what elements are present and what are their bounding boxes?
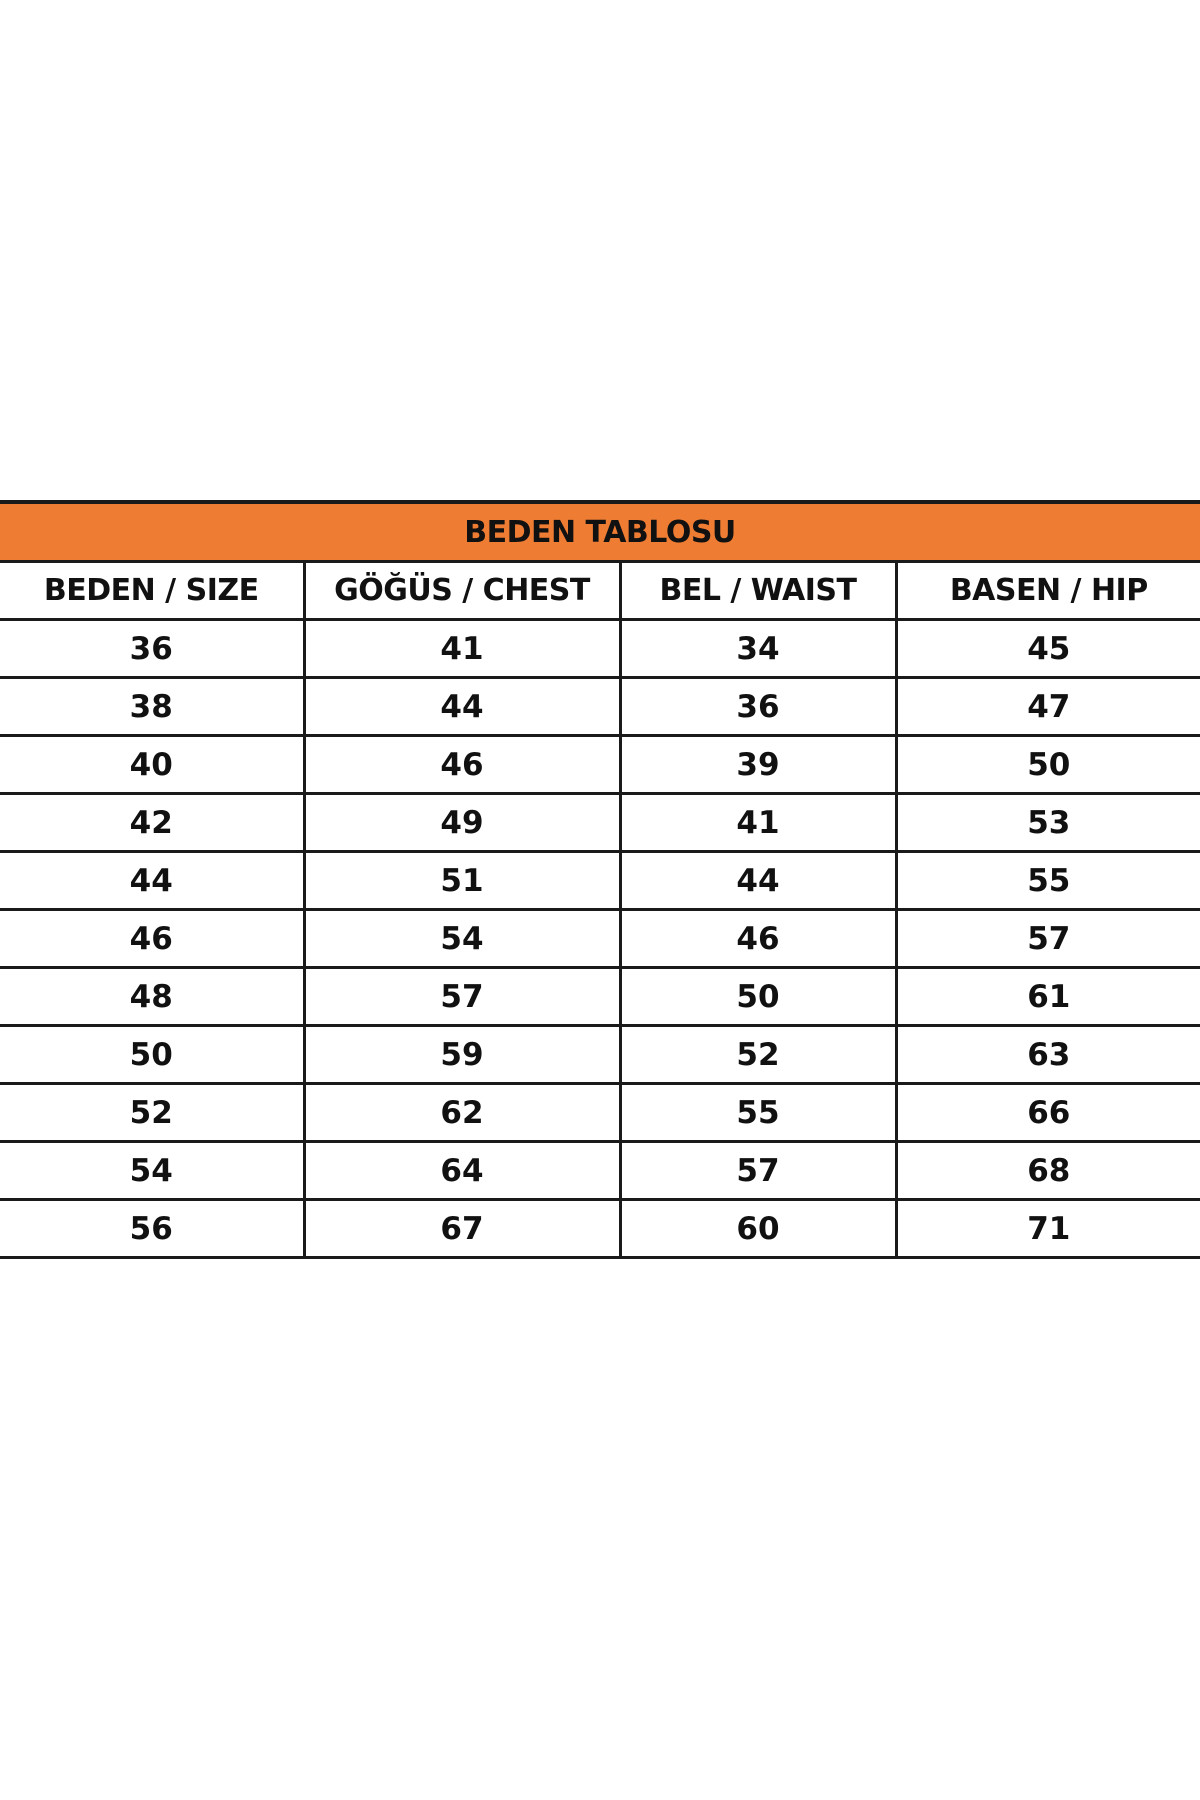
table-cell-chest: 51 [304,852,620,910]
table-cell-size: 48 [0,968,304,1026]
table-cell-chest: 49 [304,794,620,852]
table-cell-chest: 67 [304,1200,620,1258]
table-cell-chest: 57 [304,968,620,1026]
table-cell-waist: 52 [620,1026,896,1084]
table-row [0,620,1200,678]
table-row [0,678,1200,736]
table-cell-waist: 60 [620,1200,896,1258]
column-header-chest: GÖĞÜS / CHEST [304,562,620,620]
table-cell-hip: 45 [896,620,1200,678]
table-row [0,1200,1200,1258]
column-header-hip: BASEN / HIP [896,562,1200,620]
table-cell-hip: 47 [896,678,1200,736]
table-cell-waist: 36 [620,678,896,736]
table-cell-chest: 64 [304,1142,620,1200]
table-row [0,794,1200,852]
table-title: BEDEN TABLOSU [0,502,1200,562]
size-chart-table [0,500,1200,1259]
table-row [0,736,1200,794]
table-cell-size: 42 [0,794,304,852]
table-cell-chest: 59 [304,1026,620,1084]
table-cell-hip: 63 [896,1026,1200,1084]
table-cell-size: 38 [0,678,304,736]
table-cell-waist: 50 [620,968,896,1026]
table-cell-waist: 55 [620,1084,896,1142]
column-header-size: BEDEN / SIZE [0,562,304,620]
table-row [0,852,1200,910]
table-cell-waist: 39 [620,736,896,794]
table-row [0,910,1200,968]
table-cell-chest: 54 [304,910,620,968]
table-cell-chest: 44 [304,678,620,736]
table-row [0,1084,1200,1142]
table-cell-hip: 50 [896,736,1200,794]
table-cell-waist: 57 [620,1142,896,1200]
table-cell-chest: 62 [304,1084,620,1142]
table-row [0,1142,1200,1200]
table-body [0,620,1200,1258]
table-cell-hip: 57 [896,910,1200,968]
table-cell-waist: 44 [620,852,896,910]
table-cell-size: 56 [0,1200,304,1258]
table-cell-hip: 61 [896,968,1200,1026]
table-row [0,968,1200,1026]
table-header-row [0,562,1200,620]
table-cell-waist: 41 [620,794,896,852]
table-cell-size: 40 [0,736,304,794]
table-cell-size: 52 [0,1084,304,1142]
table-cell-hip: 53 [896,794,1200,852]
column-header-waist: BEL / WAIST [620,562,896,620]
table-cell-hip: 55 [896,852,1200,910]
table-row [0,1026,1200,1084]
table-cell-size: 44 [0,852,304,910]
table-cell-size: 54 [0,1142,304,1200]
table-cell-chest: 41 [304,620,620,678]
table-cell-hip: 71 [896,1200,1200,1258]
table-title-row [0,502,1200,562]
table-cell-hip: 66 [896,1084,1200,1142]
table-cell-size: 46 [0,910,304,968]
table-cell-chest: 46 [304,736,620,794]
table-cell-waist: 34 [620,620,896,678]
table-cell-waist: 46 [620,910,896,968]
table-cell-hip: 68 [896,1142,1200,1200]
table-cell-size: 36 [0,620,304,678]
table-cell-size: 50 [0,1026,304,1084]
